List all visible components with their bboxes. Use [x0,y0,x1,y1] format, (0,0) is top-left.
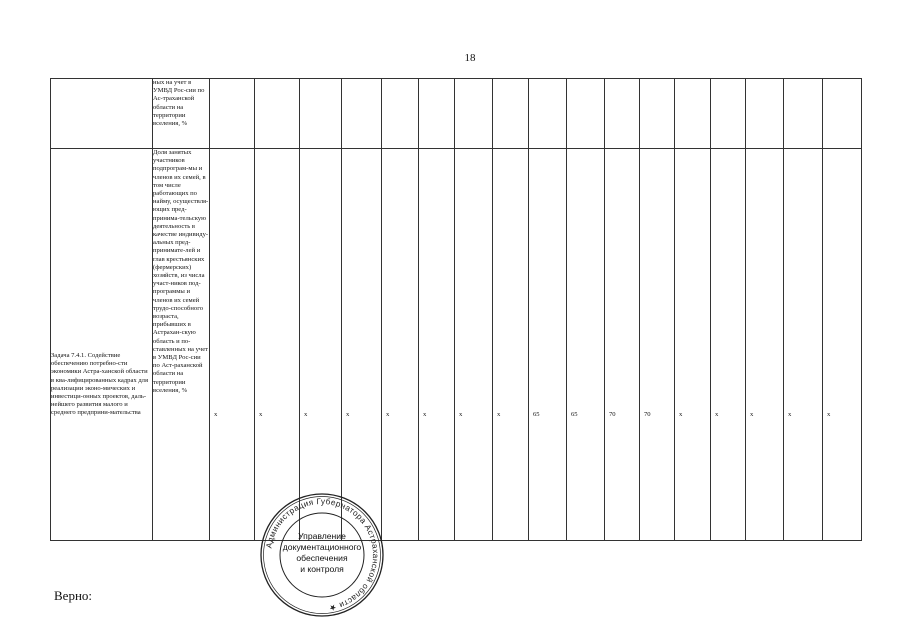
value-cell: 70 [640,149,675,541]
task-cell [51,149,153,541]
value-cell: x [382,149,419,541]
value-cell [640,79,675,149]
value-cell [567,79,605,149]
table-row [51,149,862,541]
stamp-line: и контроля [300,564,344,574]
value-cell [455,79,493,149]
value-cell [823,79,862,149]
indicator-cell: ных на учет в УМВД Рос-сии по Ас-траханской области на территории вселения, % [153,79,210,149]
indicator-cell: Доля занятых участников подпрограм-мы и членов их семей, в том числе работающих по найму, осуществля-ющих пред-принима-тельскую деятельность в качестве индивиду-альных пред-принимате-лей и глав крестьянских (фермерских) хозяйств, из числа участ-ников под-программы и членов их семей трудо-способного возраста, прибывших в Астрахан-скую область и по-ставленных на учет в УМВД Рос-сии по Аст-раханской области на территории вселения, % [153,149,210,541]
value-cell: x [675,149,711,541]
value-cell [255,79,300,149]
value-cell [419,79,455,149]
value-cell: x [419,149,455,541]
stamp-line: Управление [298,531,346,541]
value-cell: 70 [605,149,640,541]
value-cell [300,79,342,149]
value-cell: 65 [567,149,605,541]
value-cell: x [823,149,862,541]
value-cell [675,79,711,149]
value-cell [746,79,784,149]
official-seal-stamp [259,492,385,618]
task-cell [51,79,153,149]
value-cell: x [784,149,823,541]
verno-label: Верно: [54,588,93,603]
stamp-line: обеспечения [296,553,348,563]
value-cell: x [711,149,746,541]
stamp-line: документационного [282,542,362,552]
value-cell: x [455,149,493,541]
value-cell [210,79,255,149]
value-cell [605,79,640,149]
value-cell: x [746,149,784,541]
value-cell: x [342,149,382,541]
value-cell: 65 [529,149,567,541]
page-number: 18 [464,52,476,64]
value-cell: x [300,149,342,541]
value-cell [711,79,746,149]
program-table [50,78,862,541]
value-cell [493,79,529,149]
value-cell [529,79,567,149]
table-row [51,79,862,149]
value-cell [784,79,823,149]
value-cell: x [493,149,529,541]
value-cell: x [210,149,255,541]
value-cell [382,79,419,149]
value-cell [342,79,382,149]
value-cell: x [255,149,300,541]
svg-text:Администрация Губернатора Астр: Администрация Губернатора Астраханской области ★ [264,496,381,613]
task-text: Задача 7.4.1. Содействие обеспечению потребно-сти экономики Астра-ханской области в ква-лифицированных кадрах для реализации эконо-мических и инвестици-онных проектов, даль-нейшего развития малого и среднего предприни-мательства [51,352,149,417]
